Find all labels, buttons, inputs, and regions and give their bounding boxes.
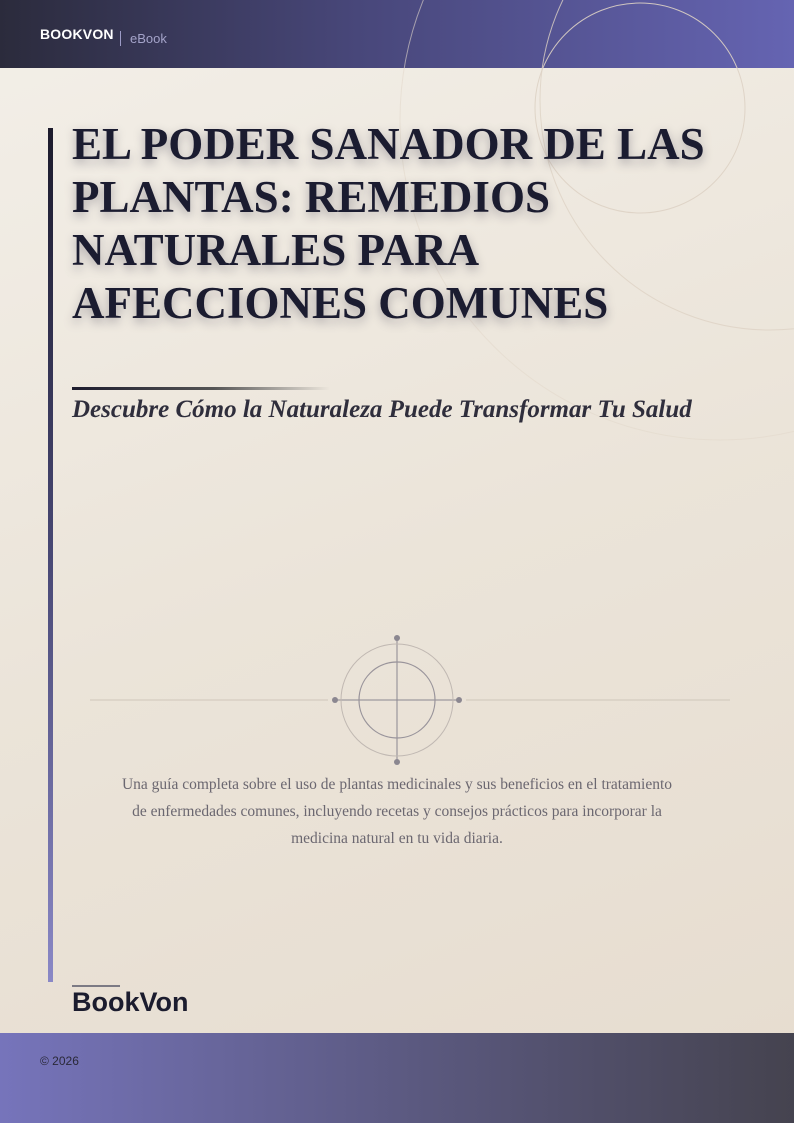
brand-divider xyxy=(120,31,121,46)
compass-emblem xyxy=(0,600,794,780)
header-bar xyxy=(0,0,794,68)
footer-bar xyxy=(0,1033,794,1123)
book-description: Una guía completa sobre el uso de plantas medicinales y sus beneficios en el tratamiento de enfermedades comunes, incluyendo recetas y consejos prácticos para incorporar la medicina natural en tu vida diaria. xyxy=(121,776,673,847)
copyright-text: © 2026 xyxy=(40,1054,79,1068)
book-title: EL PODER SANADOR DE LAS PLANTAS: REMEDIOS NATURALES PARA AFECCIONES COMUNES xyxy=(72,119,705,328)
brand-subtitle: eBook xyxy=(130,31,167,46)
publisher-logo: BookVon xyxy=(72,987,189,1017)
accent-bar xyxy=(48,128,53,982)
book-subtitle: Descubre Cómo la Naturaleza Puede Transformar Tu Salud xyxy=(72,396,692,423)
subtitle-rule xyxy=(72,387,330,390)
brand-name: BOOKVON xyxy=(40,26,114,42)
